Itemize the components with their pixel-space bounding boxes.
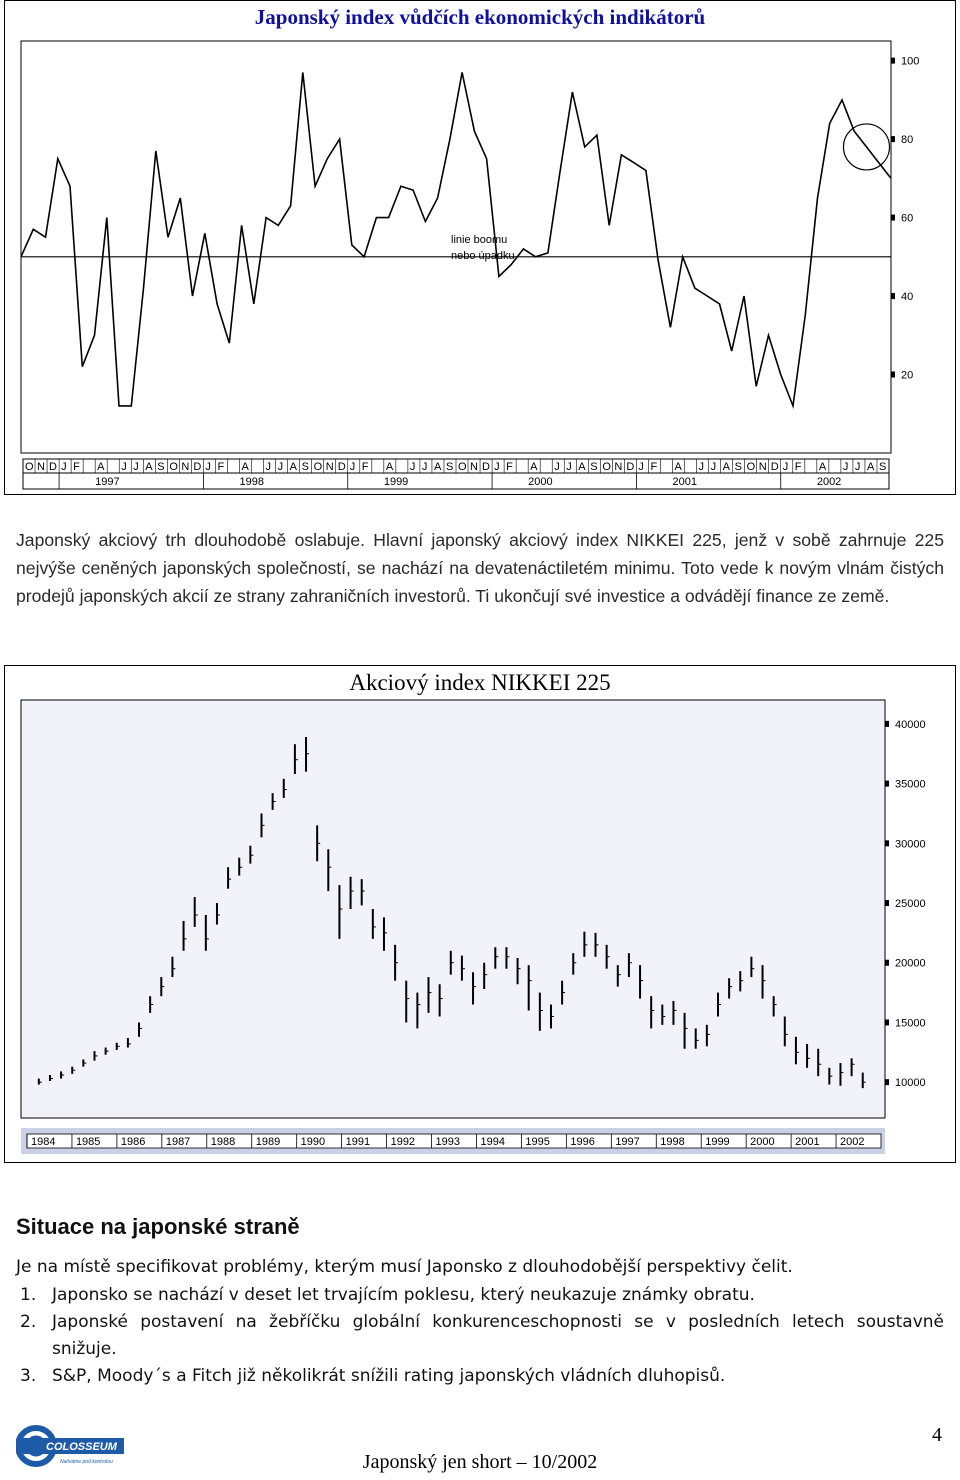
- month-label: D: [337, 461, 346, 473]
- year-label: 1999: [705, 1136, 730, 1148]
- month-label: S: [734, 461, 742, 473]
- year-label: 2000: [750, 1136, 775, 1148]
- month-label: J: [277, 461, 284, 473]
- year-label: 1995: [525, 1136, 550, 1148]
- y-tick: [891, 215, 895, 221]
- month-label: N: [758, 461, 767, 473]
- year-label: 2001: [795, 1136, 820, 1148]
- month-label: O: [602, 461, 611, 473]
- month-label: A: [241, 461, 249, 473]
- year-label: 2002: [840, 1136, 865, 1148]
- month-label: J: [710, 461, 717, 473]
- month-label: F: [361, 461, 369, 473]
- month-label: N: [614, 461, 623, 473]
- month-label: J: [409, 461, 416, 473]
- month-label: F: [794, 461, 802, 473]
- month-label: N: [181, 461, 190, 473]
- nikkei-chart: [5, 666, 955, 1162]
- y-tick-label: 60: [901, 212, 914, 225]
- y-tick: [885, 721, 889, 727]
- plot-area: [21, 700, 885, 1118]
- month-label: J: [133, 461, 139, 473]
- month-label: S: [301, 461, 309, 473]
- month-label: S: [445, 461, 454, 473]
- y-tick: [885, 960, 889, 966]
- year-label: 1997: [95, 476, 120, 488]
- nikkei-chart-title: Akciový index NIKKEI 225: [349, 670, 611, 695]
- y-tick-label: 20000: [895, 957, 926, 970]
- month-label: A: [289, 461, 297, 473]
- y-tick: [891, 293, 895, 299]
- month-label: J: [782, 461, 789, 473]
- list-item: [16, 1282, 944, 1309]
- month-label: N: [325, 461, 334, 473]
- y-tick: [891, 136, 895, 142]
- month-label: O: [313, 461, 323, 473]
- svg-text:Nalíváme pod kontrolou: Nalíváme pod kontrolou: [60, 1459, 113, 1465]
- y-tick: [885, 1019, 889, 1025]
- month-label: F: [217, 461, 225, 473]
- month-label: J: [854, 461, 861, 473]
- y-tick-label: 100: [901, 55, 920, 68]
- y-tick-label: 40000: [895, 718, 926, 731]
- year-label: 1997: [615, 1136, 640, 1148]
- month-label: A: [97, 461, 105, 473]
- y-tick: [885, 1079, 889, 1085]
- year-label: 1988: [210, 1136, 236, 1148]
- month-label: J: [554, 461, 560, 473]
- month-label: S: [590, 461, 598, 473]
- annotation-text-line2: nebo úpadku: [451, 250, 515, 262]
- month-label: F: [650, 461, 658, 473]
- year-label: 1990: [300, 1136, 326, 1148]
- month-label: A: [145, 461, 153, 473]
- year-axis-row: [23, 473, 889, 489]
- month-label: J: [842, 461, 849, 473]
- month-label: D: [49, 461, 58, 473]
- year-label: 1986: [120, 1136, 146, 1148]
- year-label: 1998: [239, 476, 264, 488]
- month-label: F: [73, 461, 80, 473]
- month-label: O: [25, 461, 34, 473]
- year-label: 2002: [816, 476, 842, 488]
- month-label: A: [674, 461, 682, 473]
- y-tick-label: 30000: [895, 838, 926, 851]
- month-label: J: [566, 461, 572, 473]
- y-tick: [885, 781, 889, 787]
- month-label: J: [265, 461, 272, 473]
- year-label: 1996: [570, 1136, 595, 1148]
- y-tick: [891, 372, 895, 378]
- month-label: A: [866, 461, 875, 473]
- year-label: 1989: [255, 1136, 281, 1148]
- month-label: O: [169, 461, 178, 473]
- list-item-text: S&P, Moody´s a Fitch již několikrát snížili rating japonských vládních dluhopisů.: [52, 1366, 726, 1386]
- nikkei-chart-frame: [4, 665, 956, 1163]
- year-label: 2000: [528, 476, 553, 488]
- month-label: S: [878, 461, 887, 473]
- month-label: O: [746, 461, 756, 473]
- month-label: D: [482, 461, 491, 473]
- svg-text:COLOSSEUM: COLOSSEUM: [46, 1441, 117, 1453]
- y-tick-label: 10000: [895, 1077, 926, 1090]
- year-label: 2001: [672, 476, 697, 488]
- list-item-text: Japonsko se nachází v deset let trvajícím poklesu, který neukazuje známky obratu.: [52, 1285, 755, 1305]
- year-label: 1991: [345, 1136, 371, 1148]
- year-label: 1998: [660, 1136, 685, 1148]
- month-label: N: [37, 461, 45, 473]
- year-label: 1987: [165, 1136, 191, 1148]
- y-tick: [891, 58, 895, 64]
- section-intro: Je na místě specifikovat problémy, kterým musí Japonsko z dlouhodobější perspektivy čelit.: [16, 1257, 793, 1277]
- year-label: 1992: [390, 1136, 416, 1148]
- y-tick: [885, 840, 889, 846]
- y-tick-label: 20: [901, 369, 914, 382]
- list-item-number: 1.: [20, 1285, 37, 1305]
- y-tick: [885, 900, 889, 906]
- list-item-number: 3.: [20, 1366, 37, 1386]
- leading-indicators-chart-frame: [4, 0, 956, 495]
- month-label: A: [818, 461, 827, 473]
- y-tick-label: 40: [901, 291, 914, 304]
- page-number: 4: [932, 1424, 942, 1446]
- month-label: N: [470, 461, 478, 473]
- year-label: 1999: [383, 476, 409, 488]
- month-label: F: [506, 461, 513, 473]
- year-label: 1985: [75, 1136, 101, 1148]
- month-label: J: [698, 461, 705, 473]
- month-label: J: [349, 461, 356, 473]
- month-label: S: [157, 461, 165, 473]
- month-label: D: [626, 461, 635, 473]
- month-label: J: [205, 461, 211, 473]
- y-tick-label: 25000: [895, 898, 926, 911]
- year-label: 1984: [31, 1136, 56, 1148]
- month-label: D: [193, 461, 202, 473]
- month-label: J: [494, 461, 500, 473]
- intro-paragraph: Japonský akciový trh dlouhodobě oslabuje. Hlavní japonský akciový index NIKKEI 225, jenž v sobě zahrnuje 225 nejvýše ceněných japonských společností, se nachází na devatenáctiletém minimu. Toto vede k novým vlnám čistých prodejů japonských akcií ze strany zahraničních investorů. Ti ukončují své investice a odvádějí finance ze země.: [16, 530, 944, 606]
- list-item-number: 2.: [20, 1312, 37, 1332]
- list-item: [16, 1309, 944, 1363]
- leading-indicators-chart-title: Japonský index vůdčích ekonomických indikátorů: [254, 5, 706, 29]
- month-label: O: [458, 461, 467, 473]
- month-label: D: [770, 461, 779, 473]
- list-item-text: Japonské postavení na žebříčku globální konkurenceschopnosti se v posledních letech soustavně snižuje.: [52, 1312, 944, 1359]
- month-label: A: [578, 461, 586, 473]
- month-label: J: [421, 461, 428, 473]
- month-label: A: [433, 461, 442, 473]
- month-label: A: [722, 461, 730, 473]
- month-label: J: [638, 461, 644, 473]
- y-tick-label: 15000: [895, 1017, 926, 1030]
- footer-text: Japonský jen short – 10/2002: [362, 1451, 598, 1473]
- annotation-text-line1: linie boomu: [451, 234, 508, 246]
- section-heading: Situace na japonské straně: [16, 1214, 300, 1239]
- month-label: J: [121, 461, 127, 473]
- month-label: J: [61, 461, 67, 473]
- list-item: [16, 1363, 944, 1390]
- y-tick-label: 35000: [895, 778, 926, 791]
- y-tick-label: 80: [901, 134, 914, 147]
- month-label: A: [385, 461, 394, 473]
- month-label: A: [530, 461, 538, 473]
- year-label: 1993: [435, 1136, 461, 1148]
- year-label: 1994: [480, 1136, 505, 1148]
- leading-indicators-chart: [5, 1, 955, 494]
- problem-list: [16, 1282, 944, 1390]
